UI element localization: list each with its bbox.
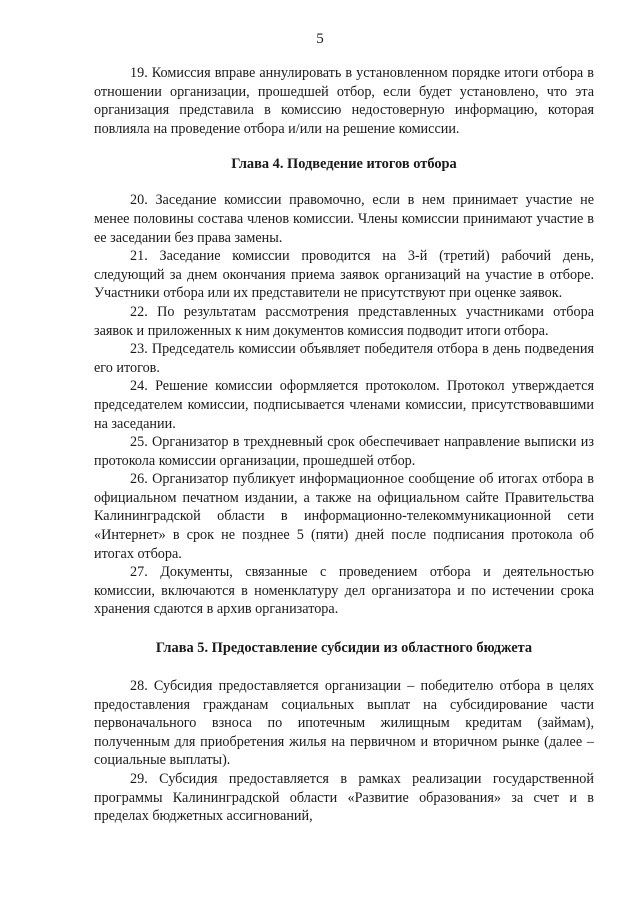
paragraph-22: 22. По результатам рассмотрения представленных участниками отбора заявок и приложенных к ним документов комиссия подводит итоги отбора. [94, 303, 594, 339]
document-body [94, 64, 594, 826]
paragraph-29: 29. Субсидия предоставляется в рамках реализации государственной программы Калининградской области «Развитие образования» за счет и в пределах бюджетных ассигнований, [94, 771, 594, 825]
paragraph-28: 28. Субсидия предоставляется организации – победителю отбора в целях предоставления гражданам социальных выплат на субсидирование части первоначального взноса по ипотечным жилищным кредитам (займам), полученным для приобретения жилья на первичном и вторичном рынке (далее – социальные выплаты). [94, 678, 594, 769]
chapter-4-title: Глава 4. Подведение итогов отбора [231, 156, 457, 173]
paragraph-21: 21. Заседание комиссии проводится на 3-й (третий) рабочий день, следующий за днем окончания приема заявок организаций на участие в отборе. Участники отбора или их представители не присутствуют при оценке заявок. [94, 248, 594, 302]
paragraph-20: 20. Заседание комиссии правомочно, если в нем принимает участие не менее половины состава членов комиссии. Члены комиссии принимают участие в ее заседании без права замены. [94, 192, 594, 246]
paragraph-25: 25. Организатор в трехдневный срок обеспечивает направление выписки из протокола комиссии организации, прошедшей отбор. [94, 434, 594, 469]
page-number: 5 [316, 31, 324, 47]
paragraph-24: 24. Решение комиссии оформляется протоколом. Протокол утверждается председателем комиссии, подписывается членами комиссии, присутствовавшими на заседании. [94, 378, 594, 432]
paragraph-19: 19. Комиссия вправе аннулировать в установленном порядке итоги отбора в отношении организации, прошедшей отбор, если будет установлено, что эта организация представила в комиссию недостоверную информацию, которая повлияла на проведение отбора и/или на решение комиссии. [94, 65, 594, 137]
paragraph-23: 23. Председатель комиссии объявляет победителя отбора в день подведения его итогов. [94, 341, 594, 376]
paragraph-26: 26. Организатор публикует информационное сообщение об итогах отбора в официальном печатном издании, а также на официальном сайте Правительства Калининградской области в информационно-телекоммуникационной сети «Интернет» в срок не позднее 5 (пяти) дней после подписания протокола об итогах отбора. [94, 471, 594, 562]
paragraph-27: 27. Документы, связанные с проведением отбора и деятельностью комиссии, включаются в номенклатуру дел организатора и по истечении срока хранения сдаются в архив организатора. [94, 564, 594, 618]
chapter-5-title: Глава 5. Предоставление субсидии из областного бюджета [155, 640, 533, 657]
